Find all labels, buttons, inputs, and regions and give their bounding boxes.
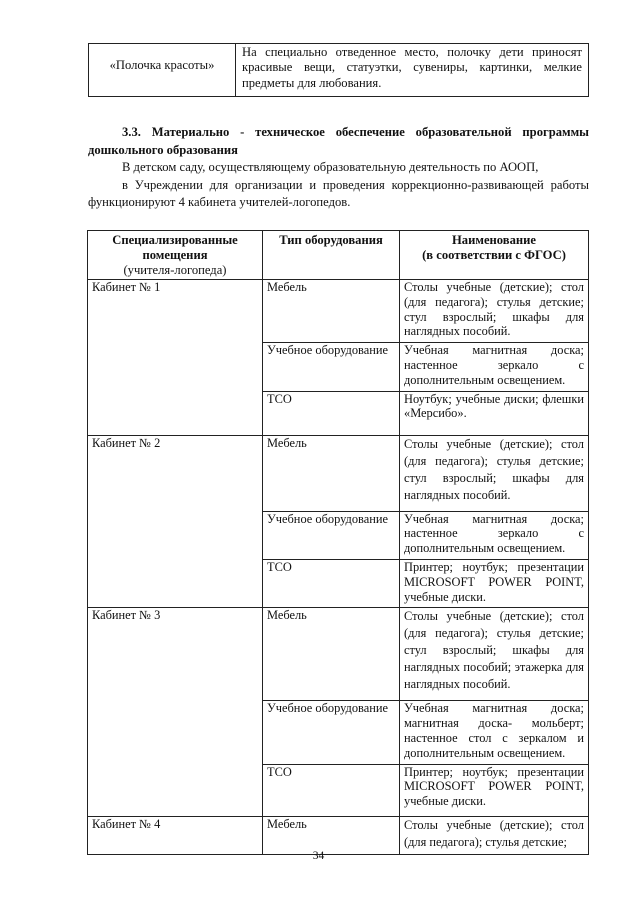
equipment-table bbox=[87, 230, 589, 855]
equipment-type-cell: ТСО bbox=[263, 764, 400, 816]
table-row bbox=[89, 44, 589, 97]
equipment-name-cell: Учебная магнитная доска; настенное зеркало с дополнительным освещением. bbox=[400, 343, 589, 391]
activity-name: «Полочка красоты» bbox=[89, 44, 236, 97]
equipment-type-cell: ТСО bbox=[263, 559, 400, 607]
equipment-type-cell: Учебное оборудование bbox=[263, 511, 400, 559]
header-equipment-type: Тип оборудования bbox=[263, 231, 400, 280]
equipment-name-cell: Учебная магнитная доска; настенное зеркало с дополнительным освещением. bbox=[400, 511, 589, 559]
activity-description: На специально отведенное место, полочку дети приносят красивые вещи, статуэтки, сувениры, картинки, мелкие предметы для любования. bbox=[236, 44, 589, 97]
equipment-type-cell: Мебель bbox=[263, 435, 400, 511]
room-cell: Кабинет № 2 bbox=[88, 435, 263, 608]
equipment-name-cell: Учебная магнитная доска; магнитная доска- мольберт; настенное стол с зеркалом и дополнительным освещением. bbox=[400, 701, 589, 764]
page-number: 34 bbox=[312, 850, 325, 862]
header-name-main: Наименование bbox=[452, 233, 536, 247]
section-3-3 bbox=[88, 124, 589, 212]
equipment-name-cell: Столы учебные (детские); стол (для педагога); стулья детские; bbox=[400, 816, 589, 854]
header-name-sub: (в соответствии с ФГОС) bbox=[422, 248, 566, 262]
equipment-name-cell: Столы учебные (детские); стол (для педагога); стулья детские; стул взрослый; шкафы для наглядных пособий. bbox=[400, 280, 589, 343]
room-cell: Кабинет № 3 bbox=[88, 608, 263, 816]
equipment-name-cell: Принтер; ноутбук; презентации MICROSOFT POWER POINT, учебные диски. bbox=[400, 764, 589, 816]
paragraph-1: В детском саду, осуществляющему образовательную деятельность по АООП, bbox=[122, 160, 539, 175]
equipment-type-cell: Учебное оборудование bbox=[263, 343, 400, 391]
table-row bbox=[88, 608, 589, 701]
equipment-type-cell: Мебель bbox=[263, 608, 400, 701]
equipment-type-cell: Учебное оборудование bbox=[263, 701, 400, 764]
header-rooms bbox=[88, 231, 263, 280]
equipment-type-cell: Мебель bbox=[263, 280, 400, 343]
equipment-name-cell: Принтер; ноутбук; презентации MICROSOFT POWER POINT, учебные диски. bbox=[400, 559, 589, 607]
equipment-type-cell: ТСО bbox=[263, 391, 400, 435]
paragraph-2: в Учреждении для организации и проведения коррекционно-развивающей работы функционируют 4 кабинета учителей-логопедов. bbox=[88, 177, 589, 210]
equipment-name-cell: Столы учебные (детские); стол (для педагога); стулья детские; стул взрослый; шкафы для наглядных пособий. bbox=[400, 435, 589, 511]
equipment-type-cell: Мебель bbox=[263, 816, 400, 854]
table-header-row bbox=[88, 231, 589, 280]
table-row bbox=[88, 435, 589, 511]
header-rooms-main: Специализированные помещения bbox=[112, 233, 238, 262]
beauty-shelf-table bbox=[88, 43, 589, 97]
header-equipment-name bbox=[400, 231, 589, 280]
room-cell: Кабинет № 1 bbox=[88, 280, 263, 436]
room-cell: Кабинет № 4 bbox=[88, 816, 263, 854]
equipment-name-cell: Ноутбук; учебные диски; флешки «Мерсибо». bbox=[400, 391, 589, 435]
header-rooms-sub: (учителя-логопеда) bbox=[123, 263, 227, 277]
section-heading: 3.3. Материально - техническое обеспечение образовательной программы дошкольного образования bbox=[88, 125, 589, 157]
table-row bbox=[88, 816, 589, 854]
table-row bbox=[88, 280, 589, 343]
equipment-name-cell: Столы учебные (детские); стол (для педагога); стулья детские; стул взрослый; шкафы для наглядных пособий; этажерка для наглядных пособий. bbox=[400, 608, 589, 701]
